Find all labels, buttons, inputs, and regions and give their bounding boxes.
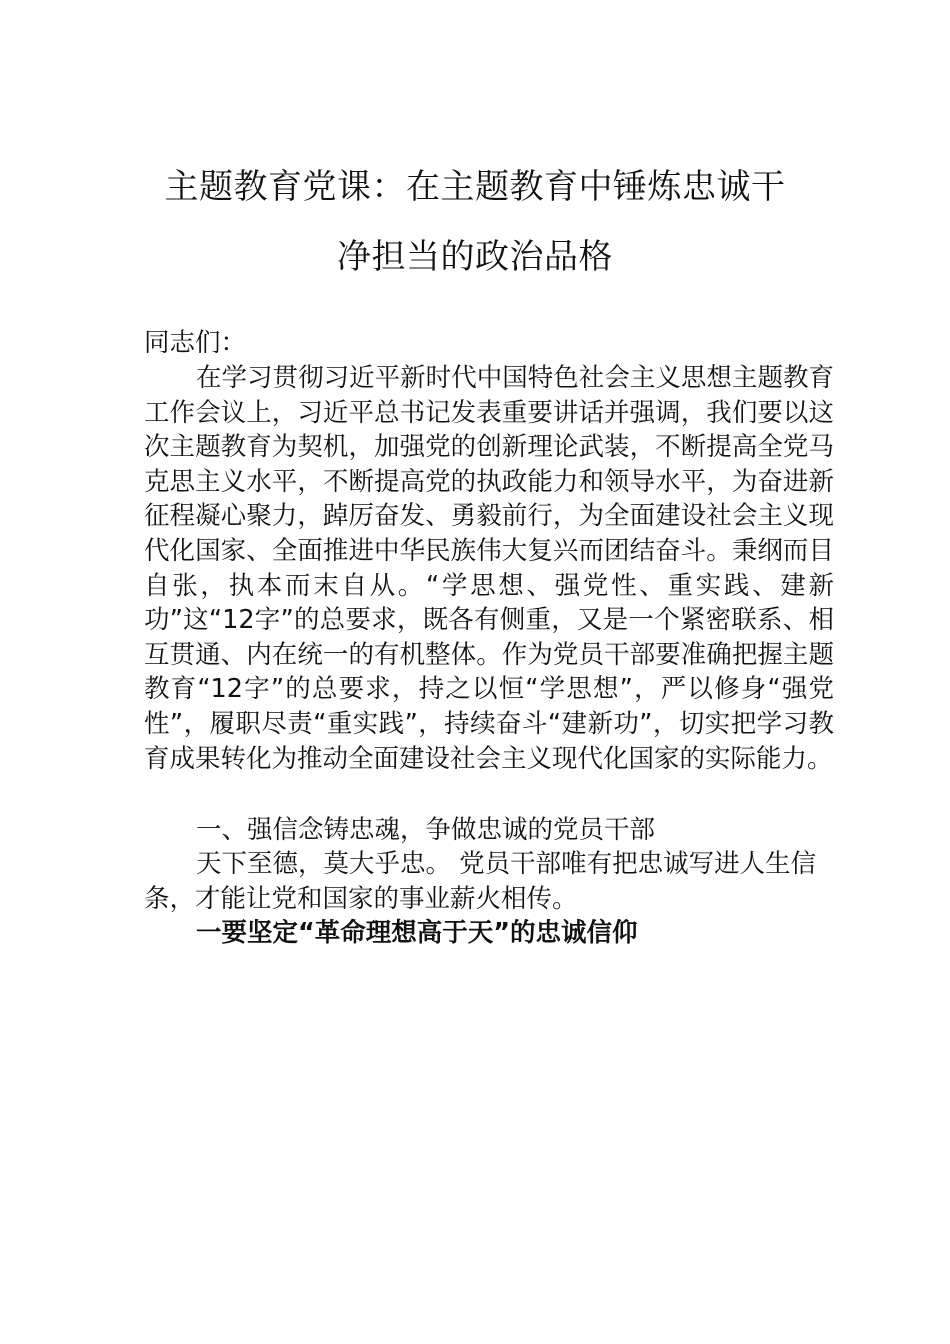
- document-title-line-1: 主题教育党课：在主题教育中锤炼忠诚干: [164, 167, 786, 207]
- subsection-heading-1: 一要坚定“革命理想高于天”的忠诚信仰: [196, 918, 638, 948]
- document-title-line-2: 净担当的政治品格: [337, 237, 613, 277]
- paragraph-main: 在学习贯彻习近平新时代中国特色社会主义思想主题教育工作会议上，习近平总书记发表重要讲话并强调，我们要以这次主题教育为契机，加强党的创新理论武装，不断提高全党马克思主义水平，不断提高党的执政能力和领导水平，为奋进新征程凝心聚力，踔厉奋发、勇毅前行，为全面建设社会主义现代化国家、全面推进中华民族伟大复兴而团结奋斗。秉纲而目自张，执本而末自从。“学思想、强党性、重实践、建新功”这“12字”的总要求，既各有侧重，又是一个紧密联系、相互贯通、内在统一的有机整体。作为党员干部要准确把握主题教育“12字”的总要求，持之以恒“学思想”，严以修身“强党性”，履职尽责“重实践”，持续奋斗“建新功”，切实把学习教育成果转化为推动全面建设社会主义现代化国家的实际能力。: [144, 363, 834, 774]
- paragraph-2: 天下至德，莫大乎忠。 党员干部唯有把忠诚写进人生信条，才能让党和国家的事业薪火相传。: [144, 849, 817, 914]
- salutation: 同志们：: [144, 328, 247, 358]
- section-heading-1: 一、强信念铸忠魂，争做忠诚的党员干部: [196, 815, 656, 845]
